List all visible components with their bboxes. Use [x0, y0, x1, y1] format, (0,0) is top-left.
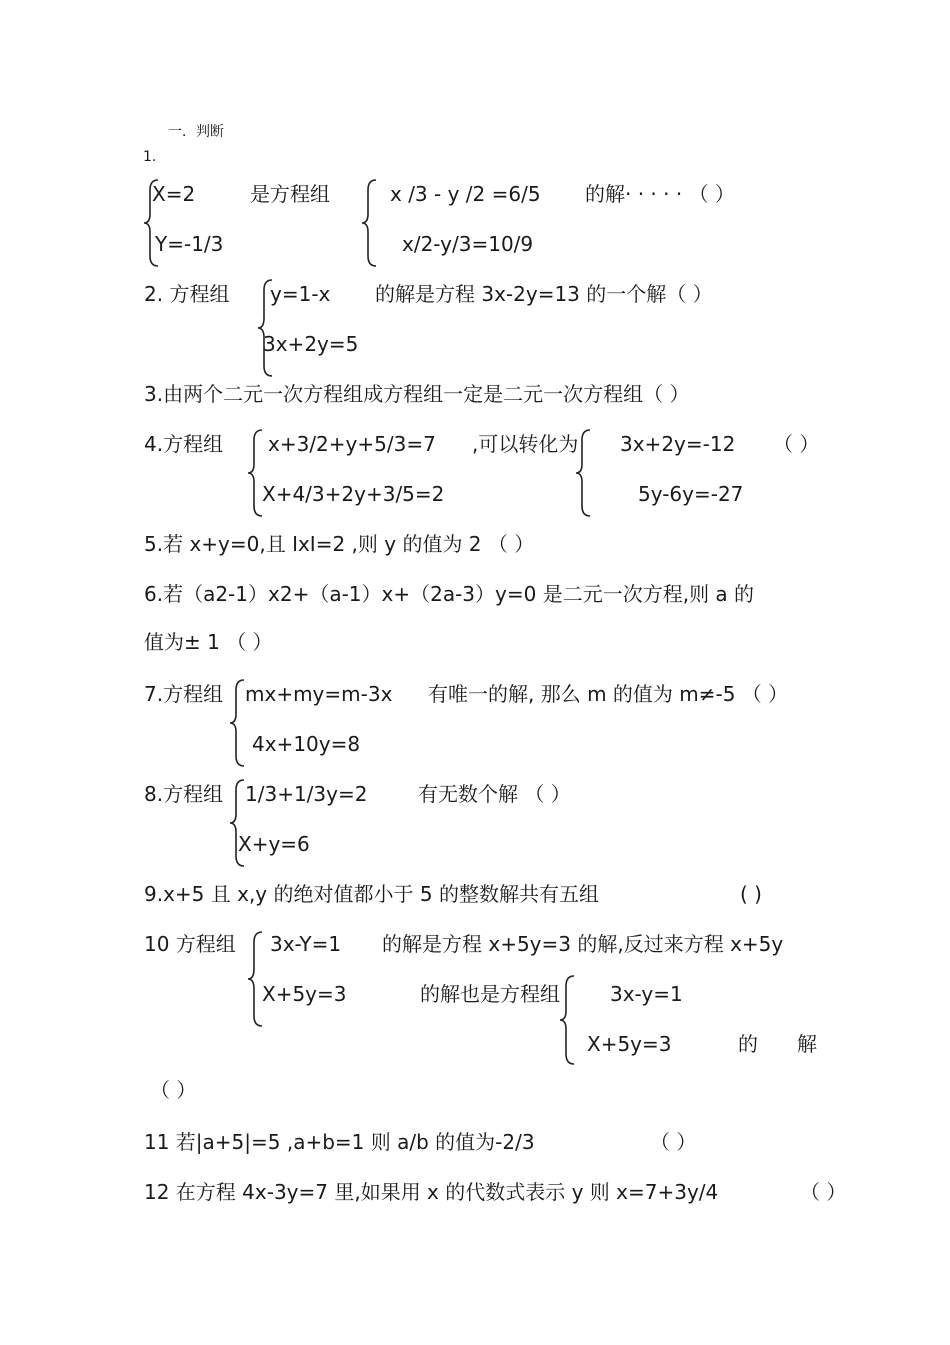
q10-eq-bottom: X+5y=3: [262, 982, 347, 1006]
q7-tail: 有唯一的解, 那么 m 的值为 m≠-5 （ ）: [428, 682, 789, 706]
q10-de: 的: [738, 1032, 758, 1056]
q4-eq2-top: 3x+2y=-12: [620, 432, 736, 456]
q10-line1-tail: 的解是方程 x+5y=3 的解,反过来方程 x+5y: [382, 932, 784, 956]
q9-text: 9.x+5 且 x,y 的绝对值都小于 5 的整数解共有五组: [144, 882, 599, 906]
q4-right-brace: [574, 428, 594, 518]
q7-prefix: 7.方程组: [144, 682, 224, 706]
q5-text: 5.若 x+y=0,且 IxI=2 ,则 y 的值为 2 （ ）: [144, 532, 535, 556]
q2-eq-top: y=1-x: [270, 282, 331, 306]
q10-prefix: 10 方程组: [144, 932, 236, 956]
q3-text: 3.由两个二元一次方程组成方程组一定是二元一次方程组（ ）: [144, 382, 690, 406]
q2-tail: 的解是方程 3x-2y=13 的一个解（ ）: [375, 282, 713, 306]
q10-jie: 解: [797, 1032, 817, 1056]
q8-eq-bottom: X+y=6: [238, 832, 310, 856]
q6-line2: 值为± 1 （ ）: [144, 630, 273, 654]
q10-line2-tail: 的解也是方程组: [420, 982, 560, 1006]
q4-eq-top: x+3/2+y+5/3=7: [268, 432, 436, 456]
q4-middle: ,可以转化为: [472, 432, 579, 456]
q8-tail: 有无数个解 （ ）: [418, 782, 571, 806]
q10-answer: （ ）: [150, 1078, 197, 1102]
q1-left-bottom: Y=-1/3: [155, 232, 224, 256]
q12-text: 12 在方程 4x-3y=7 里,如果用 x 的代数式表示 y 则 x=7+3y/4: [144, 1180, 719, 1204]
q2-eq-bottom: 3x+2y=5: [263, 332, 359, 356]
q1-left-top: X=2: [152, 182, 196, 206]
q10-left-brace: [246, 930, 266, 1028]
q11-tail: （ ）: [650, 1130, 697, 1154]
q7-eq-bottom: 4x+10y=8: [252, 732, 361, 756]
q1-number: 1.: [143, 149, 157, 165]
q7-eq-top: mx+my=m-3x: [245, 682, 393, 706]
section-title: 一．判断: [168, 124, 224, 140]
q10-right-brace: [558, 974, 578, 1066]
q1-eq-top: x /3 - y /2 =6/5: [390, 182, 541, 206]
q4-eq-bottom: X+4/3+2y+3/5=2: [262, 482, 445, 506]
q6-line1: 6.若（a2-1）x2+（a-1）x+（2a-3）y=0 是二元一次方程,则 a 的: [144, 582, 755, 606]
q12-tail: （ ）: [800, 1180, 847, 1204]
q2-prefix: 2. 方程组: [144, 282, 230, 306]
q4-tail: （ ）: [773, 432, 820, 456]
q4-eq2-bottom: 5y-6y=-27: [638, 482, 744, 506]
q8-eq-top: 1/3+1/3y=2: [245, 782, 368, 806]
q10-eq2-top: 3x-y=1: [610, 982, 683, 1006]
q1-tail: 的解· · · · · （ ）: [585, 182, 735, 206]
q4-prefix: 4.方程组: [144, 432, 224, 456]
q11-text: 11 若|a+5|=5 ,a+b=1 则 a/b 的值为-2/3: [144, 1130, 535, 1154]
q1-middle: 是方程组: [250, 182, 330, 206]
q1-right-brace: [360, 178, 380, 268]
q10-eq-top: 3x-Y=1: [270, 932, 342, 956]
q8-prefix: 8.方程组: [144, 782, 224, 806]
q10-eq2-bottom: X+5y=3: [587, 1032, 672, 1056]
q9-tail: ( ): [740, 882, 762, 906]
q1-eq-bottom: x/2-y/3=10/9: [402, 232, 534, 256]
